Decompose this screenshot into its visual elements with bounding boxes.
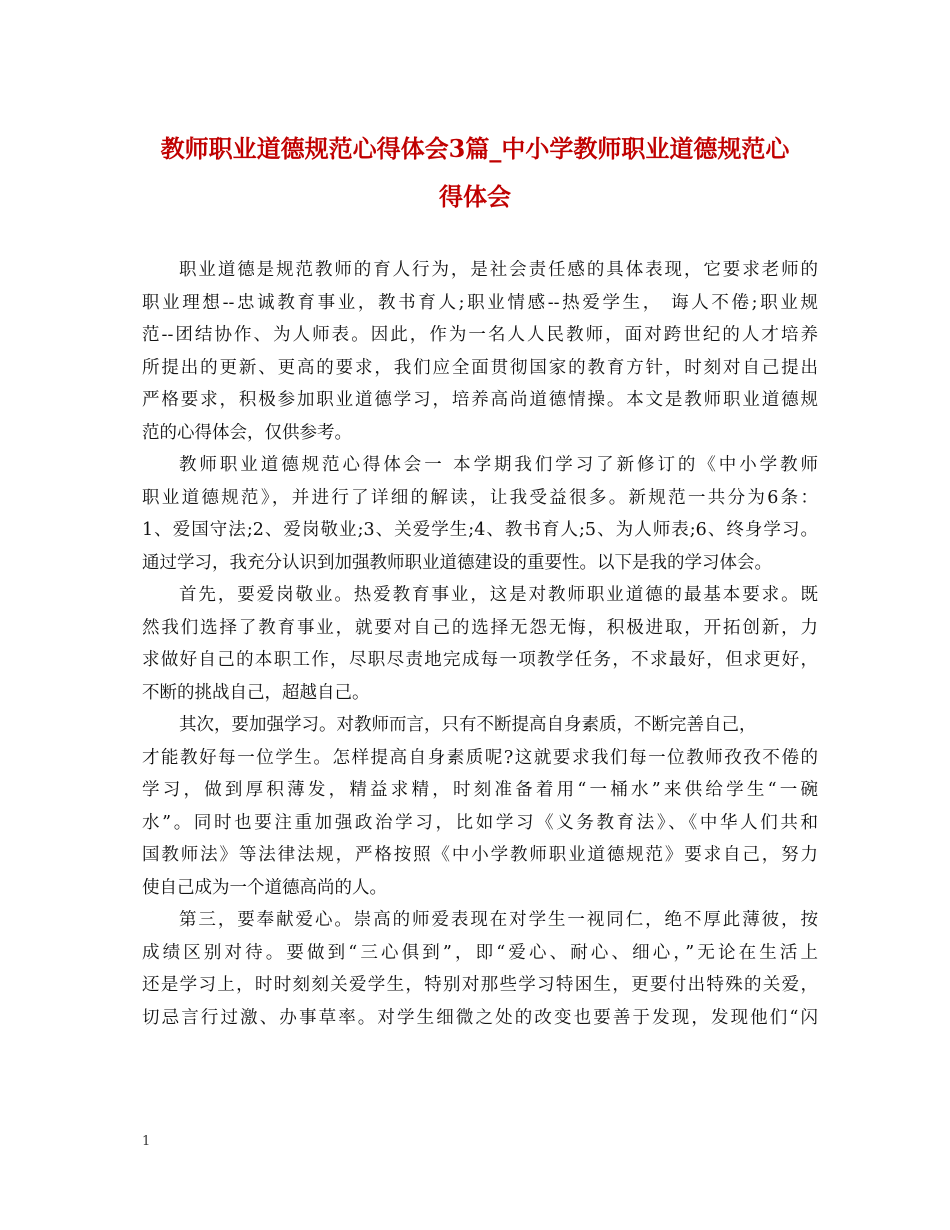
document-body: [142, 254, 818, 1034]
body-text-line: 首先，要爱岗敬业。热爱教育事业，这是对教师职业道德的最基本要求。既: [179, 585, 818, 605]
body-text-line: 范--团结协作、为人师表。因此，作为一名人人民教师，面对跨世纪的人才培养: [142, 325, 818, 345]
page-number: 1: [142, 1134, 151, 1149]
body-text-line: 求做好自己的本职工作，尽职尽责地完成每一项教学任务，不求最好，但求更好，: [142, 650, 818, 670]
body-text-line: 1、爱国守法;2、爱岗敬业;3、关爱学生;4、教书育人;5、为人师表;6、终身学习。: [142, 520, 818, 540]
body-text-line: 水”。同时也要注重加强政治学习，比如学习《义务教育法》、《中华人们共和: [142, 812, 818, 833]
body-text-line: 切忌言行过激、办事草率。对学生细微之处的改变也要善于发现，发现他们“闪: [142, 1007, 818, 1028]
body-text-line: 才能教好每一位学生。怎样提高自身素质呢?这就要求我们每一位教师孜孜不倦的: [142, 747, 818, 768]
body-text-line: 第三，要奉献爱心。崇高的师爱表现在对学生一视同仁，绝不厚此薄彼，按: [179, 910, 818, 930]
body-text-line: 通过学习，我充分认识到加强教师职业道德建设的重要性。以下是我的学习体会。: [142, 552, 772, 573]
body-text-line: 职业道德规范》，并进行了详细的解读，让我受益很多。新规范一共分为6条：: [142, 487, 818, 508]
body-text-line: 职业道德是规范教师的育人行为，是社会责任感的具体表现，它要求老师的: [179, 260, 818, 280]
body-text-line: 学习，做到厚积薄发，精益求精，时刻准备着用“一桶水”来供给学生“一碗: [142, 780, 818, 800]
document-title-line-1: 教师职业道德规范心得体会3篇_中小学教师职业道德规范心: [160, 134, 790, 163]
body-text-line: 成绩区别对待。要做到“三心俱到”，即“爱心、耐心、细心，”无论在生活上: [142, 942, 818, 963]
body-text-line: 范的心得体会，仅供参考。: [142, 422, 352, 443]
body-text-line: 其次，要加强学习。对教师而言，只有不断提高自身素质，不断完善自己，: [179, 715, 757, 735]
body-text-line: 使自己成为一个道德高尚的人。: [142, 877, 387, 898]
body-text-line: 不断的挑战自己，超越自己。: [142, 682, 370, 703]
body-text-line: 国教师法》等法律法规，严格按照《中小学教师职业道德规范》要求自己，努力: [142, 845, 818, 865]
document-title-line-2: 得体会: [439, 182, 511, 211]
body-text-line: 教师职业道德规范心得体会一 本学期我们学习了新修订的《中小学教师: [179, 455, 818, 475]
body-text-line: 严格要求，积极参加职业道德学习，培养高尚道德情操。本文是教师职业道德规: [142, 390, 818, 410]
body-text-line: 所提出的更新、更高的要求，我们应全面贯彻国家的教育方针，时刻对自己提出: [142, 357, 818, 378]
body-text-line: 还是学习上，时时刻刻关爱学生，特别对那些学习特困生，更要付出特殊的关爱，: [142, 975, 818, 995]
body-text-line: 然我们选择了教育事业，就要对自己的选择无怨无悔，积极进取，开拓创新，力: [142, 617, 818, 638]
body-text-line: 职业理想--忠诚教育事业，教书育人;职业情感--热爱学生， 诲人不倦;职业规: [142, 292, 818, 313]
